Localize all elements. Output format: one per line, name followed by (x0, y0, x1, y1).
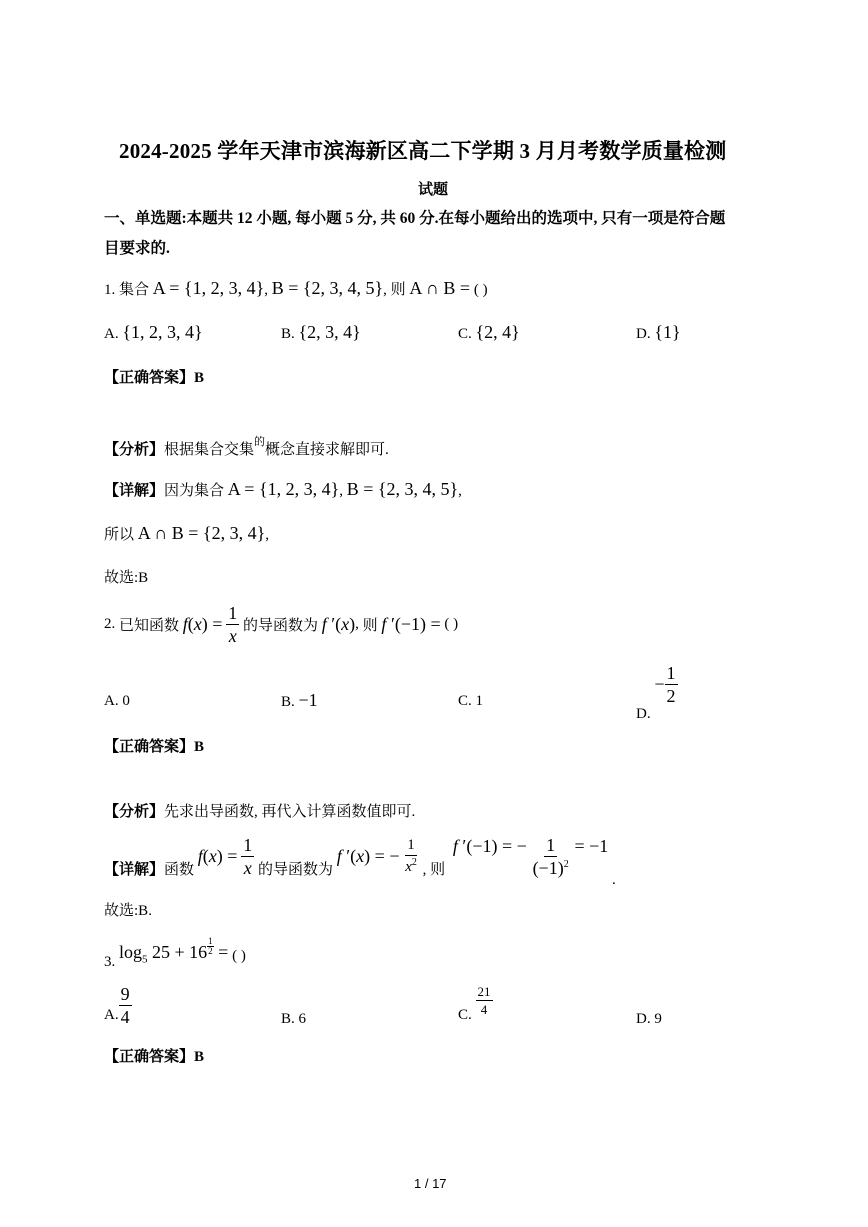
analysis-text: 根据集合交集 (164, 442, 255, 458)
q2-option-b (281, 690, 318, 711)
q1-set-a: A = {1, 2, 3, 4} (152, 278, 265, 298)
analysis-prefix: 【分析】 (104, 804, 165, 820)
q1-paren: ( ) (473, 282, 488, 298)
page-number: 1 / 17 (414, 1176, 447, 1191)
q1-ze: 则 (390, 282, 406, 298)
q1-number: 1. (104, 282, 116, 298)
option-value: {2, 3, 4} (298, 322, 361, 342)
q2-detail: 【详解】函数 f(x) = $\frac{1}{x}$ 的导函数为 f ′(x) = − $\frac{1}{x^2}$ , 则 f ′(−1) = − $\frac{1}{(-1)^2}$ = −1 . (104, 835, 616, 888)
q2-option-a (104, 693, 130, 710)
q1-option-b (281, 322, 361, 343)
answer-value: B (194, 370, 205, 386)
result-expr: A ∩ B = {2, 3, 4} (137, 523, 266, 543)
option-value: −1 (298, 690, 318, 710)
choose-value: :B (134, 570, 149, 586)
option-label: A. (104, 326, 119, 342)
q1-stem-text: 集合 (119, 282, 150, 298)
q2-option-d (636, 664, 678, 723)
answer-value: B (194, 739, 205, 755)
option-value: {1} (654, 322, 681, 342)
page-subtitle: 试题 (418, 182, 449, 198)
q1-option-a (104, 322, 203, 343)
analysis-text-2: 概念直接求解即可. (265, 442, 389, 458)
option-label: D. (636, 326, 651, 342)
q2-fraction-1-over-x: $\frac{1}{x}$ (228, 603, 238, 646)
option-label: B. (281, 326, 295, 342)
analysis-prefix: 【分析】 (104, 442, 165, 458)
option-sign: − (654, 674, 665, 694)
q1-result: 所以 A ∩ B = {2, 3, 4}, (104, 523, 269, 543)
detail-fraction-eval: $\frac{1}{(-1)^2}$ (532, 835, 569, 878)
q2-analysis (104, 800, 415, 821)
detail-evaluation: f ′(−1) = − (452, 836, 527, 856)
q1-choose (104, 566, 148, 587)
q1-detail: 【详解】因为集合 A = {1, 2, 3, 4}, B = {2, 3, 4, 5}, (104, 479, 462, 499)
option-label: B. (281, 1011, 295, 1027)
q1-option-c (458, 322, 520, 343)
q2-derivative: f ′(x) (321, 614, 356, 634)
q2-ze: 则 (362, 618, 378, 634)
q2-choose (104, 899, 152, 920)
analysis-text: 先求出导函数, 再代入计算函数值即可. (164, 804, 416, 820)
result-prefix: 所以 (104, 527, 135, 543)
q1-expr: A ∩ B = (409, 278, 471, 298)
option-label: C. (458, 693, 472, 709)
q3-number: 3. (104, 954, 116, 970)
detail-text-2: 的导函数为 (257, 861, 333, 878)
option-fraction: $\frac{21}{4}$ (477, 984, 491, 1017)
q1-analysis (104, 438, 389, 459)
section-header-line2: 目要求的. (104, 240, 170, 257)
q3-option-d (636, 1011, 662, 1028)
detail-ze: 则 (430, 861, 446, 878)
q1-answer (104, 366, 204, 387)
q1-option-d (636, 322, 681, 343)
q2-stem: 2. 已知函数 f(x) = $\frac{1}{x}$ 的导函数为 f ′(x), 则 f ′(−1) = ( ) (104, 603, 459, 646)
choose-value: :B. (134, 903, 152, 919)
detail-function: f(x) = (197, 846, 238, 866)
q2-answer (104, 735, 204, 756)
q3-stem (104, 937, 246, 971)
q3-paren: ( ) (232, 948, 246, 964)
detail-text: 因为集合 (164, 483, 225, 499)
detail-text: 函数 (164, 861, 195, 878)
q2-number: 2. (104, 616, 116, 632)
option-label: C. (458, 326, 472, 342)
answer-prefix: 【正确答案】 (104, 1049, 195, 1065)
q2-option-c (458, 693, 483, 710)
section-header (104, 204, 725, 264)
q3-option-b (281, 1011, 306, 1028)
option-label: D. (636, 705, 651, 722)
q3-expression: $\log_5 25 + 16$ $\frac{1}{2}$ = (119, 936, 229, 966)
option-value: 0 (122, 693, 130, 709)
detail-set-b: B = {2, 3, 4, 5} (346, 479, 459, 499)
detail-set-a: A = {1, 2, 3, 4} (227, 479, 340, 499)
choose-label: 故选 (104, 570, 135, 586)
q2-function-fx: f(x) = (182, 614, 223, 634)
analysis-de: 的 (254, 436, 266, 448)
option-label: A. (104, 1007, 119, 1023)
detail-fraction-1-over-x2: $\frac{1}{x^2}$ (405, 837, 417, 875)
detail-derivative: f ′(x) = − (336, 846, 400, 866)
q3-answer (104, 1045, 204, 1066)
option-value: {2, 4} (475, 322, 520, 342)
q1-stem: 1. 集合 A = {1, 2, 3, 4}, B = {2, 3, 4, 5}, 则 A ∩ B = ( ) (104, 278, 488, 298)
q2-stem-text-2: 的导函数为 (242, 618, 318, 634)
q2-stem-text: 已知函数 (119, 618, 180, 634)
option-fraction: $\frac{1}{2}$ (666, 663, 676, 706)
q1-set-b: B = {2, 3, 4, 5} (271, 278, 384, 298)
option-label: A. (104, 693, 119, 709)
page-title: 2024-2025 学年天津市滨海新区高二下学期 3 月月考数学质量检测 (119, 139, 727, 163)
answer-prefix: 【正确答案】 (104, 739, 195, 755)
option-label: D. (636, 1011, 651, 1027)
detail-prefix: 【详解】 (104, 861, 165, 878)
option-fraction: $\frac{9}{4}$ (120, 984, 130, 1027)
choose-label: 故选 (104, 903, 135, 919)
option-label: B. (281, 694, 295, 710)
q3-option-a (104, 985, 132, 1026)
answer-prefix: 【正确答案】 (104, 370, 195, 386)
option-value: 1 (475, 693, 484, 709)
q2-derivative-at: f ′(−1) = (381, 614, 441, 634)
option-value: {1, 2, 3, 4} (122, 322, 203, 342)
option-value: 9 (654, 1011, 662, 1027)
section-header-line1: 一、单选题:本题共 12 小题, 每小题 5 分, 共 60 分.在每小题给出的选项中, 只有一项是符合题 (104, 210, 726, 227)
option-value: 6 (298, 1011, 307, 1027)
q2-paren: ( ) (444, 616, 459, 632)
option-label: C. (458, 1007, 472, 1023)
q3-option-c (458, 985, 493, 1024)
detail-fraction-1-over-x: $\frac{1}{x}$ (243, 835, 253, 878)
answer-value: B (194, 1049, 205, 1065)
detail-prefix: 【详解】 (104, 483, 165, 499)
